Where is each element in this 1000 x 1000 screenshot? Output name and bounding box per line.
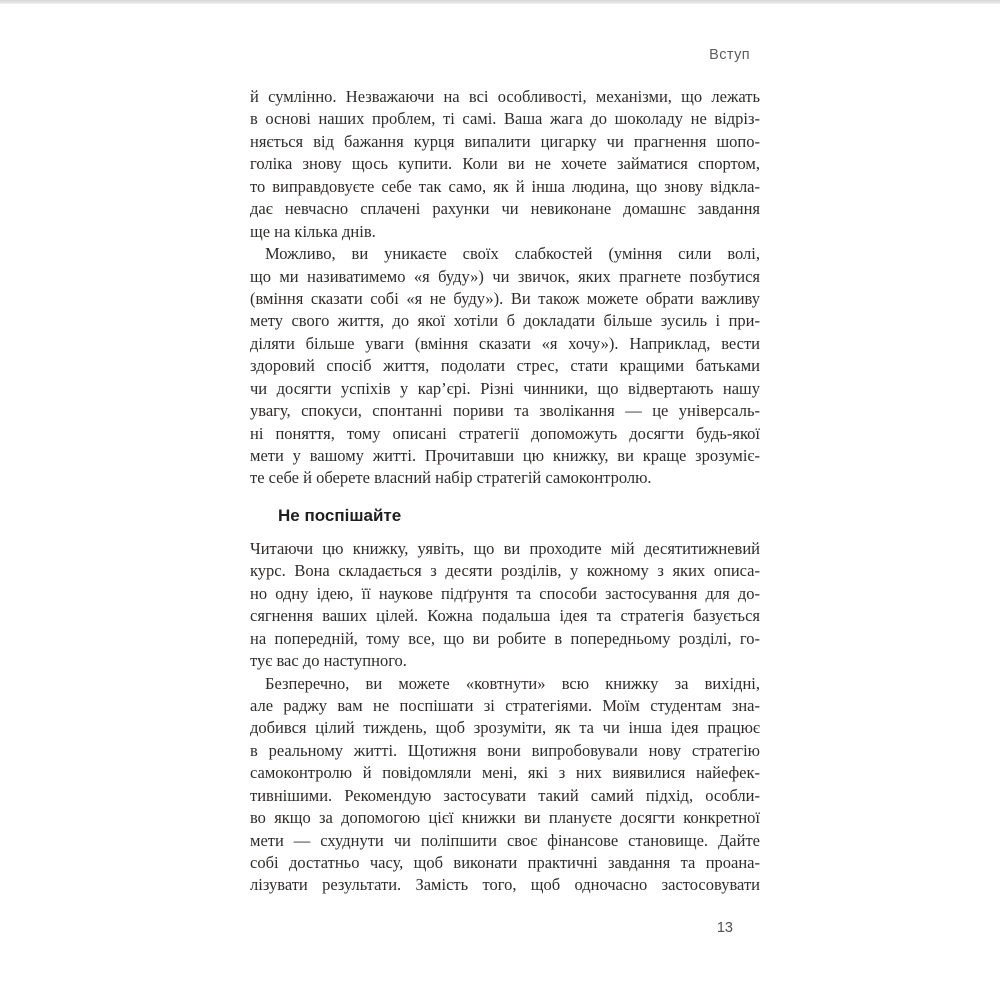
- body-line: сягнення ваших цілей. Кожна подальша ідея та стратегія базується: [250, 606, 760, 626]
- paragraph: [250, 673, 760, 897]
- body-line: в основі наших проблем, ті самі. Ваша жага до шоколаду не відріз-: [250, 109, 760, 129]
- body-line: ще на кілька днів.: [250, 221, 376, 241]
- body-line: в реальному житті. Щотижня вони випробовували нову стратегію: [250, 740, 760, 760]
- body-line: мети — схуднути чи поліпшити своє фінансове становище. Дайте: [250, 830, 760, 850]
- body-line: увагу, спокуси, спонтанні пориви та зволікання — це універсаль-: [250, 401, 760, 421]
- body-line: але раджу вам не поспішати зі стратегіями. Моїм студентам зна-: [250, 695, 760, 715]
- scan-edge-shadow: [0, 0, 1000, 4]
- body-line: Читаючи цю книжку, уявіть, що ви проходите мій десятитижневий: [250, 538, 760, 558]
- body-line: що ми називатимемо «я буду») чи звичок, яких прагнете позбутися: [250, 266, 760, 286]
- body-line: лізувати результати. Замість того, щоб одночасно застосовувати: [250, 875, 760, 895]
- body-line: няється від бажання курця випалити цигарку чи прагнення шопо-: [250, 131, 760, 151]
- running-head: Вступ: [709, 47, 750, 63]
- body-line: те себе й оберете власний набір стратегій самоконтролю.: [250, 468, 652, 488]
- body-line: діляти більше уваги (вміння сказати «я хочу»). Наприклад, вести: [250, 333, 760, 353]
- body-line: то виправдовуєте себе так само, як й інша людина, що знову відкла-: [250, 176, 760, 196]
- body-line: чи досягти успіхів у кар’єрі. Різні чинники, що відвертають нашу: [250, 378, 760, 398]
- body-line: самоконтролю й повідомляли мені, які з них виявилися найефек-: [250, 763, 760, 783]
- paragraph: [250, 243, 760, 490]
- body-line: й сумлінно. Незважаючи на всі особливості, механізми, що лежать: [250, 87, 760, 106]
- body-line: собі достатньо часу, щоб виконати практичні завдання та проана-: [250, 853, 760, 872]
- text-column: [250, 86, 760, 897]
- body-line: голіка знову щось купити. Коли ви не хочете займатися спортом,: [250, 154, 760, 174]
- body-line: во якщо за допомогою цієї книжки ви плануєте досягти конкретної: [250, 808, 760, 828]
- paragraph: [250, 86, 760, 243]
- section-heading: Не поспішайте: [278, 505, 402, 525]
- body-line: но одну ідею, її наукове підґрунтя та способи застосування для до-: [250, 583, 760, 603]
- body-line: курс. Вона складається з десяти розділів, у кожному з яких описа-: [250, 561, 760, 581]
- body-line: здоровий спосіб життя, подолати стрес, стати кращими батьками: [250, 356, 760, 376]
- body-line: мети у вашому житті. Прочитавши цю книжку, ви краще зрозуміє-: [250, 446, 760, 465]
- page-number: 13: [716, 920, 733, 936]
- body-line: дає невчасно сплачені рахунки чи невиконане домашнє завдання: [250, 199, 760, 219]
- body-line: тує вас до наступного.: [250, 651, 407, 671]
- body-line: на попередній, тому все, що ви робите в попередньому розділі, го-: [250, 628, 760, 648]
- body-line: (вміння сказати собі «я не буду»). Ви також можете обрати важливу: [250, 288, 760, 308]
- body-line: добився цілий тиждень, щоб зрозуміти, як та чи інша ідея працює: [250, 718, 760, 738]
- body-line: ні поняття, тому описані стратегії допоможуть досягти будь-якої: [250, 423, 760, 443]
- body-line: мету свого життя, до якої хотіли б докладати більше зусиль і при-: [250, 311, 760, 331]
- paragraph: [250, 538, 760, 673]
- body-line: Безперечно, ви можете «ковтнути» всю книжку за вихідні,: [265, 673, 760, 693]
- body-line: Можливо, ви уникаєте своїх слабкостей (уміння сили волі,: [265, 244, 760, 264]
- body-line: тивнішими. Рекомендую застосувати такий самий підхід, особли-: [250, 785, 760, 805]
